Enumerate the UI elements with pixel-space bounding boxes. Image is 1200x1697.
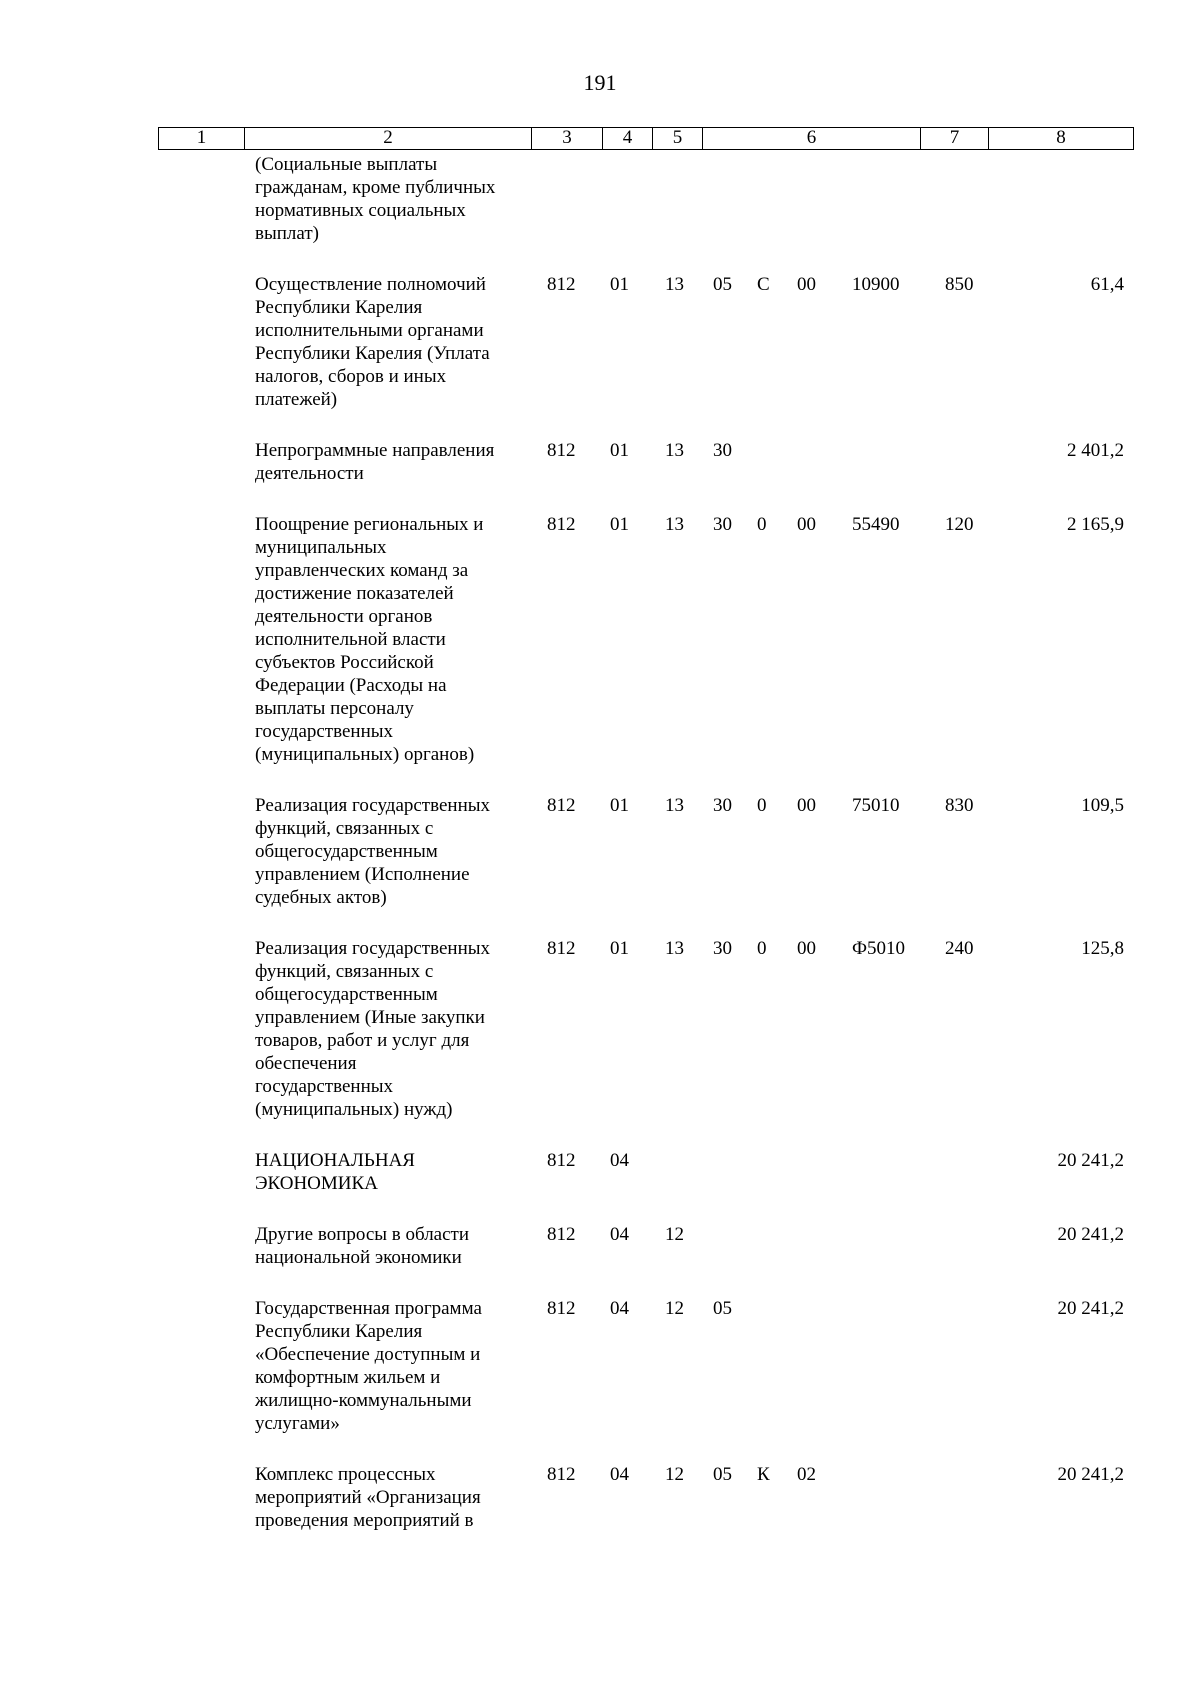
column-4-value: 04 [610, 1224, 629, 1245]
row-name-line: исполнительными органами [255, 320, 484, 341]
column-6-subprogram-code: К [757, 1464, 770, 1485]
table-row [0, 513, 1200, 766]
row-name [255, 1463, 520, 1532]
amount-value: 20 241,2 [1057, 1464, 1124, 1485]
row-name-line: нормативных социальных [255, 200, 466, 221]
column-6-program-code: 05 [713, 1298, 732, 1319]
table-row [0, 1223, 1200, 1269]
row-name-line: государственных [255, 1076, 394, 1097]
amount-value: 61,4 [1090, 274, 1124, 295]
column-6-subprogram-code: 0 [757, 795, 767, 816]
row-name-line: (Социальные выплаты [255, 154, 438, 175]
row-name-line: платежей) [255, 389, 338, 410]
row-name-line: Реализация государственных [255, 795, 491, 816]
amount-value: 109,5 [1081, 795, 1124, 816]
amount-value: 20 241,2 [1057, 1150, 1124, 1171]
row-name [255, 794, 520, 909]
row-name-line: услугами» [255, 1413, 340, 1434]
column-7-value: 830 [945, 795, 974, 816]
column-7-value: 240 [945, 938, 974, 959]
column-header-2: 2 [245, 128, 532, 149]
row-name-line: общегосударственным [255, 984, 438, 1005]
row-name [255, 937, 520, 1121]
row-name-line: Федерации (Расходы на [255, 675, 447, 696]
column-6-program-code: 30 [713, 795, 732, 816]
row-name-line: товаров, работ и услуг для [255, 1030, 470, 1051]
row-name-line: управленческих команд за [255, 560, 469, 581]
row-name-line: жилищно-коммунальными [255, 1390, 472, 1411]
column-5-value: 13 [665, 795, 684, 816]
page-number: 191 [583, 70, 617, 95]
column-3-value: 812 [547, 1224, 576, 1245]
row-name-line: ЭКОНОМИКА [255, 1173, 378, 1194]
column-3-value: 812 [547, 274, 576, 295]
column-6-program-code: 30 [713, 514, 732, 535]
column-7-value: 120 [945, 514, 974, 535]
column-3-value: 812 [547, 1298, 576, 1319]
row-name-line: комфортным жильем и [255, 1367, 441, 1388]
row-name-line: Республики Карелия (Уплата [255, 343, 490, 364]
row-name-line: функций, связанных с [255, 961, 434, 982]
column-6-program-code: 05 [713, 1464, 732, 1485]
row-name-line: национальной экономики [255, 1247, 462, 1268]
row-name [255, 439, 520, 485]
row-name [255, 273, 520, 411]
row-name-line: общегосударственным [255, 841, 438, 862]
row-name [255, 1297, 520, 1435]
column-6-event-code: 00 [797, 938, 816, 959]
row-name-line: Реализация государственных [255, 938, 491, 959]
row-name-line: Республики Карелия [255, 297, 423, 318]
row-name-line: Осуществление полномочий [255, 274, 486, 295]
column-4-value: 01 [610, 274, 629, 295]
table-body [0, 153, 1200, 1560]
row-name-line: деятельности органов [255, 606, 433, 627]
amount-value: 2 401,2 [1067, 440, 1124, 461]
column-header-7: 7 [921, 128, 989, 149]
row-name [255, 1223, 520, 1269]
column-3-value: 812 [547, 1464, 576, 1485]
row-name-line: НАЦИОНАЛЬНАЯ [255, 1150, 415, 1171]
column-header-6: 6 [703, 128, 921, 149]
row-name-line: Комплекс процессных [255, 1464, 436, 1485]
column-5-value: 13 [665, 274, 684, 295]
row-name-line: государственных [255, 721, 394, 742]
column-3-value: 812 [547, 440, 576, 461]
amount-value: 2 165,9 [1067, 514, 1124, 535]
column-header-8: 8 [1056, 127, 1066, 148]
row-name-line: Другие вопросы в области [255, 1224, 470, 1245]
row-name-line: (муниципальных) органов) [255, 744, 475, 765]
column-4-value: 01 [610, 795, 629, 816]
row-name-line: гражданам, кроме публичных [255, 177, 496, 198]
table-row [0, 794, 1200, 909]
table-row [0, 1463, 1200, 1532]
column-6-program-code: 30 [713, 440, 732, 461]
row-name [255, 153, 520, 245]
column-6-subprogram-code: 0 [757, 938, 767, 959]
column-header-4: 4 [603, 128, 653, 149]
row-name-line: обеспечения [255, 1053, 357, 1074]
column-6-program-code: 05 [713, 274, 732, 295]
column-3-value: 812 [547, 938, 576, 959]
row-name-line: выплаты персоналу [255, 698, 414, 719]
column-6-event-code: 00 [797, 795, 816, 816]
row-name-line: управлением (Иные закупки [255, 1007, 485, 1028]
column-6-direction-code: 55490 [852, 514, 900, 535]
row-name-line: проведения мероприятий в [255, 1510, 474, 1531]
column-6-direction-code: 10900 [852, 274, 900, 295]
column-5-value: 13 [665, 440, 684, 461]
row-name-line: деятельности [255, 463, 364, 484]
table-row [0, 937, 1200, 1121]
row-name-line: Государственная программа [255, 1298, 482, 1319]
column-6-event-code: 00 [797, 274, 816, 295]
column-4-value: 04 [610, 1464, 629, 1485]
row-name [255, 513, 520, 766]
column-6-subprogram-code: С [757, 274, 770, 295]
row-name-line: муниципальных [255, 537, 387, 558]
amount-value: 125,8 [1081, 938, 1124, 959]
row-name-line: выплат) [255, 223, 319, 244]
column-6-event-code: 00 [797, 514, 816, 535]
column-3-value: 812 [547, 795, 576, 816]
row-name-line: функций, связанных с [255, 818, 434, 839]
column-5-value: 12 [665, 1464, 684, 1485]
column-6-direction-code: Ф5010 [852, 938, 906, 959]
amount-value: 20 241,2 [1057, 1298, 1124, 1319]
column-4-value: 01 [610, 514, 629, 535]
column-header-3: 3 [532, 128, 603, 149]
row-name-line: Непрограммные направления [255, 440, 495, 461]
row-name-line: Поощрение региональных и [255, 514, 484, 535]
row-name-line: «Обеспечение доступным и [255, 1344, 481, 1365]
table-column-header [158, 127, 1134, 150]
amount-value: 20 241,2 [1057, 1224, 1124, 1245]
row-name-line: управлением (Исполнение [255, 864, 470, 885]
column-header-1: 1 [159, 128, 245, 149]
column-4-value: 01 [610, 938, 629, 959]
table-row [0, 1149, 1200, 1195]
column-3-value: 812 [547, 514, 576, 535]
row-name-line: Республики Карелия [255, 1321, 423, 1342]
row-name-line: (муниципальных) нужд) [255, 1099, 453, 1120]
row-name-line: мероприятий «Организация [255, 1487, 481, 1508]
row-name-line: исполнительной власти [255, 629, 446, 650]
column-6-subprogram-code: 0 [757, 514, 767, 535]
column-4-value: 01 [610, 440, 629, 461]
table-row [0, 439, 1200, 485]
table-row [0, 153, 1200, 245]
column-5-value: 12 [665, 1224, 684, 1245]
column-5-value: 13 [665, 514, 684, 535]
row-name-line: субъектов Российской [255, 652, 434, 673]
row-name-line: судебных актов) [255, 887, 387, 908]
row-name-line: достижение показателей [255, 583, 454, 604]
column-4-value: 04 [610, 1298, 629, 1319]
row-name-line: налогов, сборов и иных [255, 366, 447, 387]
column-5-value: 13 [665, 938, 684, 959]
table-row [0, 1297, 1200, 1435]
column-4-value: 04 [610, 1150, 629, 1171]
column-5-value: 12 [665, 1298, 684, 1319]
table-row [0, 273, 1200, 411]
column-6-program-code: 30 [713, 938, 732, 959]
column-6-direction-code: 75010 [852, 795, 900, 816]
column-7-value: 850 [945, 274, 974, 295]
column-3-value: 812 [547, 1150, 576, 1171]
column-6-event-code: 02 [797, 1464, 816, 1485]
column-header-5: 5 [653, 128, 703, 149]
row-name [255, 1149, 520, 1195]
